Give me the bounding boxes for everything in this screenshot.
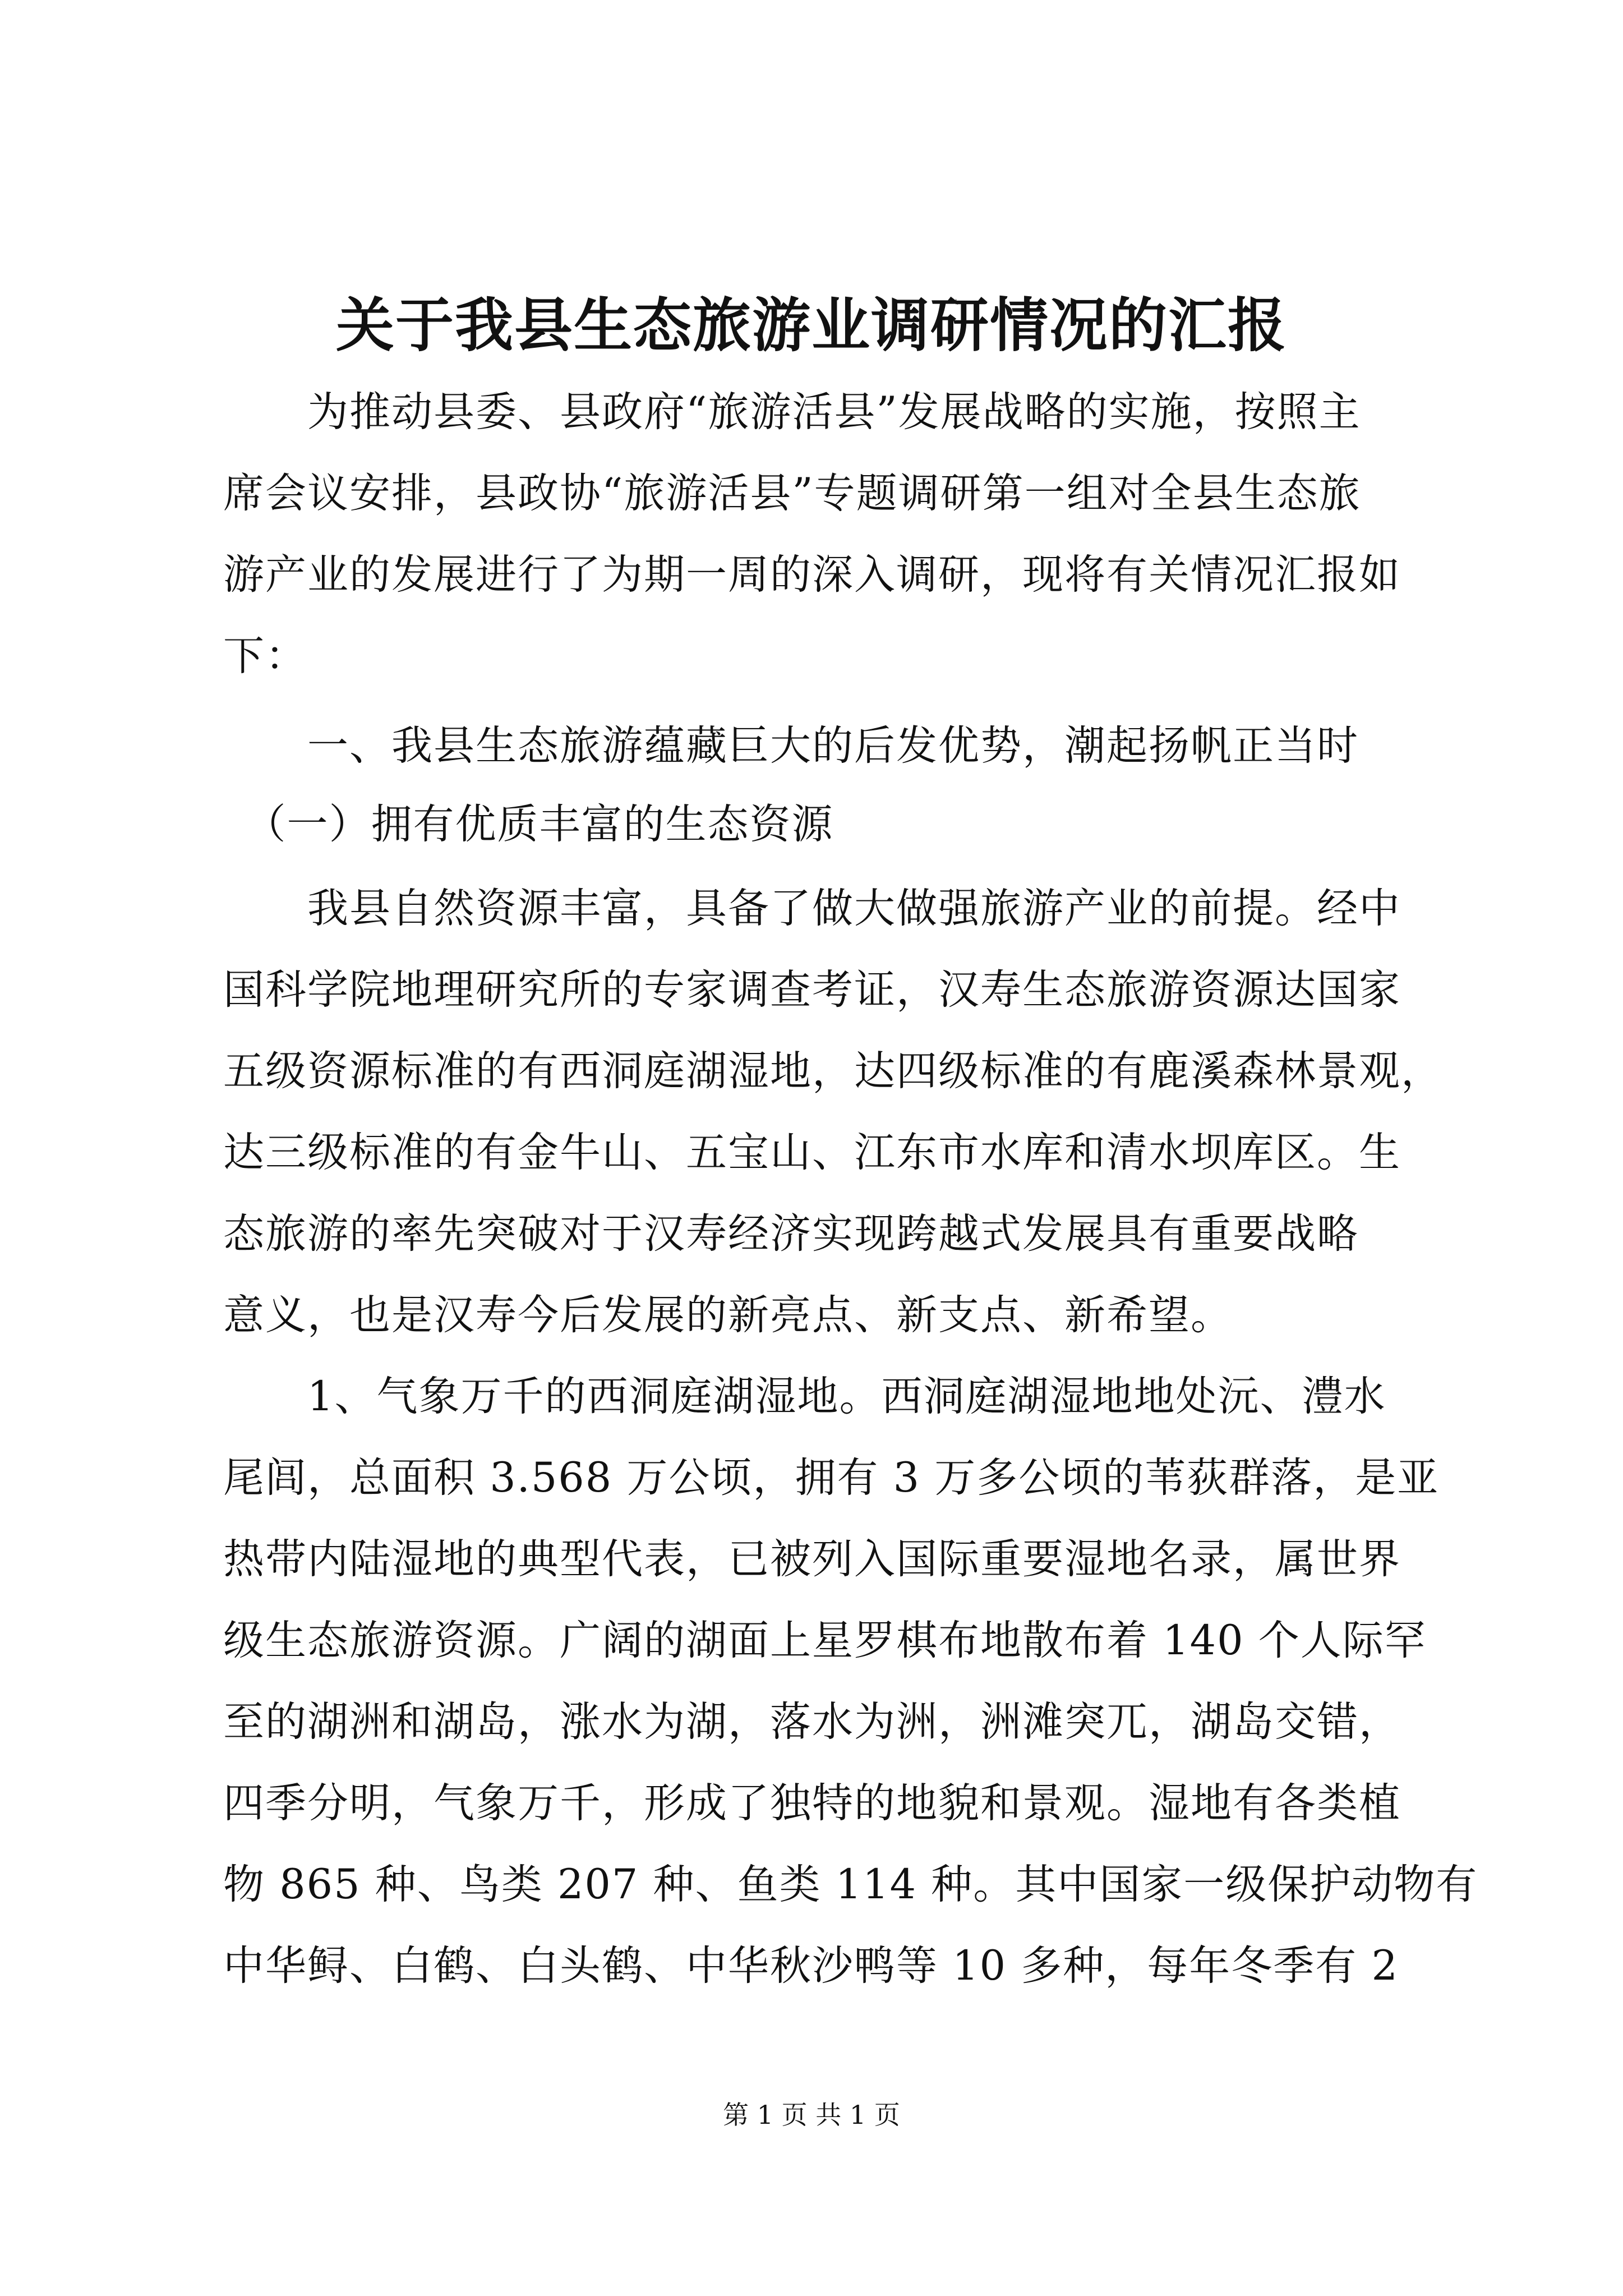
body-line: 热带内陆湿地的典型代表，已被列入国际重要湿地名录，属世界: [223, 1535, 1401, 1583]
body-line: 国科学院地理研究所的专家调查考证，汉寿生态旅游资源达国家: [223, 966, 1401, 1014]
body-line: 游产业的发展进行了为期一周的深入调研，现将有关情况汇报如: [223, 551, 1401, 599]
body-line: 1、气象万千的西洞庭湖湿地。西洞庭湖湿地地处沅、澧水: [223, 1373, 1386, 1420]
body-line: 我县自然资源丰富，具备了做大做强旅游产业的前提。经中: [223, 885, 1401, 932]
document-title: 关于我县生态旅游业调研情况的汇报: [335, 291, 1287, 360]
page-footer: 第 1 页 共 1 页: [723, 2100, 900, 2130]
body-line: 态旅游的率先突破对于汉寿经济实现跨越式发展具有重要战略: [223, 1210, 1359, 1258]
body-line: 物 865 种、鸟类 207 种、鱼类 114 种。其中国家一级保护动物有: [223, 1861, 1478, 1908]
body-line: 四季分明，气象万千，形成了独特的地貌和景观。湿地有各类植: [223, 1779, 1401, 1827]
body-line: 席会议安排，县政协“旅游活县”专题调研第一组对全县生态旅: [223, 470, 1361, 517]
subsection-heading: （一）拥有优质丰富的生态资源: [223, 800, 834, 848]
body-line: 级生态旅游资源。广阔的湖面上星罗棋布地散布着 140 个人际罕: [223, 1617, 1427, 1664]
body-line: 五级资源标准的有西洞庭湖湿地，达四级标准的有鹿溪森林景观，: [223, 1047, 1443, 1095]
body-line: 尾闾，总面积 3.568 万公顷，拥有 3 万多公顷的苇荻群落，是亚: [223, 1454, 1440, 1502]
body-line: 下：: [223, 632, 307, 680]
body-line: 至的湖洲和湖岛，涨水为湖，落水为洲，洲滩突兀，湖岛交错，: [223, 1698, 1401, 1746]
body-line: 为推动县委、县政府“旅游活县”发展战略的实施，按照主: [223, 388, 1361, 436]
section-heading: 一、我县生态旅游蕴藏巨大的后发优势，潮起扬帆正当时: [223, 722, 1359, 770]
body-line: 中华鲟、白鹤、白头鹤、中华秋沙鸭等 10 多种，每年冬季有 2: [223, 1942, 1399, 1990]
body-line: 意义，也是汉寿今后发展的新亮点、新支点、新希望。: [223, 1291, 1233, 1339]
body-line: 达三级标准的有金牛山、五宝山、江东市水库和清水坝库区。生: [223, 1129, 1401, 1176]
